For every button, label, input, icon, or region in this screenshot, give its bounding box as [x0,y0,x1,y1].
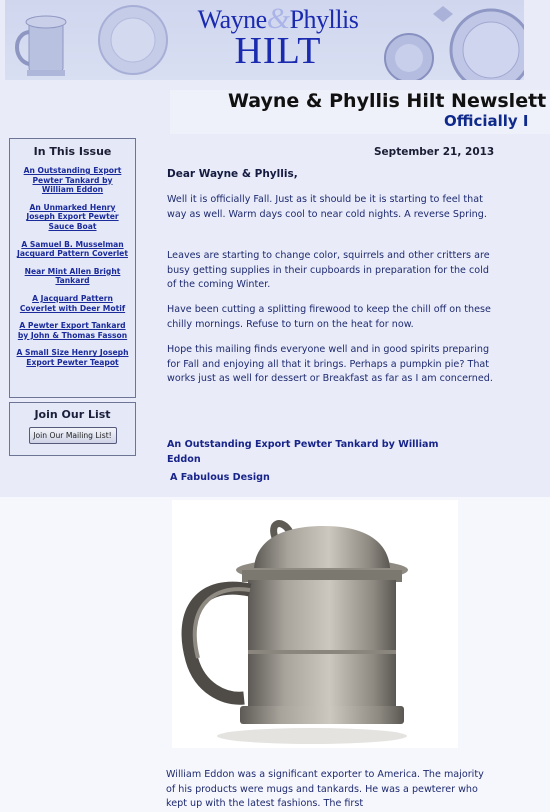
issue-link-fasson-tankard[interactable]: A Pewter Export Tankard by John & Thomas Fasson [17,321,128,340]
logo-surname: HILT [234,30,322,72]
newsletter-logo [193,2,363,72]
issue-link-teapot[interactable]: A Small Size Henry Joseph Export Pewter Teapot [16,348,129,367]
newsletter-title: Wayne & Phyllis Hilt Newslett [228,90,547,112]
issue-link-eddon-tankard[interactable]: An Outstanding Export Pewter Tankard by William Eddon [23,166,122,195]
tankard-illustration [7,2,87,80]
issue-link-musselman-coverlet[interactable]: A Samuel B. Musselman Jacquard Pattern Coverlet [17,239,128,259]
in-this-issue-heading: In This Issue [33,145,112,158]
in-this-issue-box [9,138,136,398]
newsletter-date: September 21, 2013 [374,146,495,158]
newsletter-subtitle: Officially I [444,112,529,130]
article-subtitle: A Fabulous Design [170,472,270,483]
letter-paragraph: Have been cutting a splitting firewood to keep the chill off on these chilly mornings. Refuse to turn on the heat for now. [167,304,491,330]
join-mailing-list-button[interactable]: Join Our Mailing List! [29,427,117,444]
header-banner [5,0,524,80]
logo-names [193,2,363,35]
join-our-list-box [9,402,136,456]
issue-link-allen-bright-tankard[interactable]: Near Mint Allen Bright Tankard [24,266,121,286]
join-our-list-heading: Join Our List [34,408,111,421]
pewter-plates-illustration [373,0,524,80]
pewter-tankard-image [172,500,458,748]
letter-paragraph: Well it is officially Fall. Just as it should be it is starting to feel that way as well. Warm days cool to near cold nights. A reverse Spring. [167,194,487,220]
issue-link-deer-coverlet[interactable]: A Jacquard Pattern Coverlet with Deer Motif [19,293,126,313]
logo-first-name: Wayne [197,5,267,34]
plate-illustration [93,2,173,80]
letter-paragraph: Hope this mailing finds everyone well and in good spirits preparing for Fall and enjoying all that it brings. Perhaps a pumpkin pie? That works just as well for dessert or Breakfast as far as I am concerned. [167,344,493,384]
logo-ampersand: & [266,2,290,35]
tankard-photo [172,500,458,748]
article-body: William Eddon was a significant exporter to America. The majority of his products were mugs and tankards. He was a pewterer who kept up with the latest fashions. The first [166,769,484,809]
greeting: Dear Wayne & Phyllis, [167,168,298,180]
logo-second-name: Phyllis [289,5,359,34]
newsletter-title-block [170,90,550,134]
issue-link-sauce-boat[interactable]: An Unmarked Henry Joseph Export Pewter Sauce Boat [26,202,119,231]
article-title: An Outstanding Export Pewter Tankard by William Eddon [167,439,439,465]
letter-paragraph: Leaves are starting to change color, squirrels and other critters are busy getting supplies in their cupboards in preparation for the cold of the coming Winter. [167,250,490,290]
